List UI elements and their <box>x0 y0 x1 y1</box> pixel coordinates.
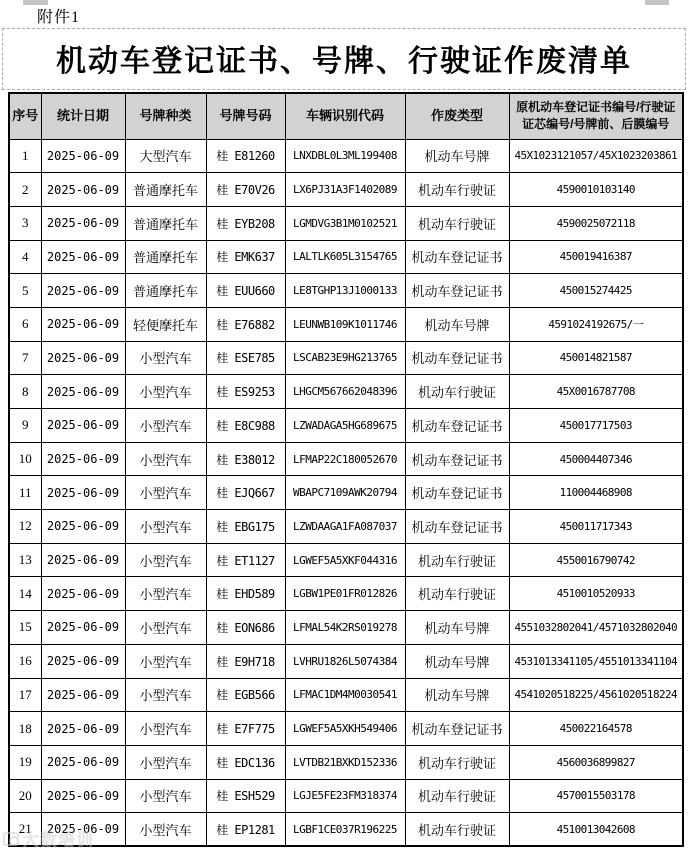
table-row <box>9 712 683 746</box>
table-cell: 桂 EDC136 <box>206 745 285 779</box>
invalidation-list-table <box>8 92 684 847</box>
table-cell: 2025-06-09 <box>41 341 125 375</box>
table-cell: 4590025072118 <box>509 206 683 240</box>
table-cell: LALTLK605L3154765 <box>285 240 405 274</box>
table-cell: 桂 E76882 <box>206 307 285 341</box>
table-row <box>9 476 683 510</box>
table-cell: 2025-06-09 <box>41 409 125 443</box>
table-cell: 机动车登记证书 <box>405 240 509 274</box>
table-cell: 2025-06-09 <box>41 712 125 746</box>
table-cell: 2025-06-09 <box>41 510 125 544</box>
table-cell: 2025-06-09 <box>41 240 125 274</box>
table-cell: LGJE5FE23FM318374 <box>285 779 405 813</box>
table-cell: 桂 EBG175 <box>206 510 285 544</box>
table-cell: 小型汽车 <box>125 813 206 847</box>
table-cell: 8 <box>9 375 41 409</box>
table-cell: 4591024192675/一 <box>509 307 683 341</box>
header-plate-number: 号牌号码 <box>206 93 285 139</box>
table-row <box>9 240 683 274</box>
header-invalidation-type: 作废类型 <box>405 93 509 139</box>
table-cell: 2025-06-09 <box>41 644 125 678</box>
table-cell: 3 <box>9 206 41 240</box>
table-row <box>9 375 683 409</box>
table-cell: 小型汽车 <box>125 375 206 409</box>
table-cell: 机动车行驶证 <box>405 375 509 409</box>
table-cell: WBAPC7109AWK20794 <box>285 476 405 510</box>
table-cell: 小型汽车 <box>125 476 206 510</box>
table-cell: LGBF1CE037R196225 <box>285 813 405 847</box>
table-cell: LGBW1PE01FR012826 <box>285 577 405 611</box>
top-edge-artifact-right <box>645 0 669 5</box>
table-cell: 18 <box>9 712 41 746</box>
table-cell: 桂 EP1281 <box>206 813 285 847</box>
table-cell: 19 <box>9 745 41 779</box>
table-cell: 2025-06-09 <box>41 543 125 577</box>
table-cell: 7 <box>9 341 41 375</box>
table-cell: 450015274425 <box>509 274 683 308</box>
table-cell: 4560036899827 <box>509 745 683 779</box>
table-cell: 机动车行驶证 <box>405 543 509 577</box>
table-cell: 2025-06-09 <box>41 442 125 476</box>
table-cell: 小型汽车 <box>125 577 206 611</box>
table-row <box>9 745 683 779</box>
table-cell: 4570015503178 <box>509 779 683 813</box>
table-cell: 14 <box>9 577 41 611</box>
table-cell: 4 <box>9 240 41 274</box>
table-cell: 小型汽车 <box>125 543 206 577</box>
table-cell: 450017717503 <box>509 409 683 443</box>
table-cell: 45X0016787708 <box>509 375 683 409</box>
table-cell: LFMAP22C180052670 <box>285 442 405 476</box>
table-cell: 4531013341105/4551013341104 <box>509 644 683 678</box>
table-cell: LFMAL54K2RS019278 <box>285 611 405 645</box>
table-cell: 机动车登记证书 <box>405 510 509 544</box>
table-cell: 2 <box>9 173 41 207</box>
header-serial-number: 序号 <box>9 93 41 139</box>
table-cell: 桂 ESH529 <box>206 779 285 813</box>
table-row <box>9 644 683 678</box>
table-cell: 2025-06-09 <box>41 206 125 240</box>
table-cell: LX6PJ31A3F1402089 <box>285 173 405 207</box>
table-cell: 4510013042608 <box>509 813 683 847</box>
table-cell: 小型汽车 <box>125 745 206 779</box>
table-cell: 45X1023121057/45X1023203861 <box>509 139 683 173</box>
table-cell: 2025-06-09 <box>41 274 125 308</box>
table-cell: LHGCM567662048396 <box>285 375 405 409</box>
table-row <box>9 779 683 813</box>
table-cell: LGMDVG3B1M0102521 <box>285 206 405 240</box>
table-row <box>9 409 683 443</box>
table-cell: 桂 EMK637 <box>206 240 285 274</box>
table-row <box>9 577 683 611</box>
table-cell: 桂 ESE785 <box>206 341 285 375</box>
table-cell: 机动车行驶证 <box>405 745 509 779</box>
table-row <box>9 274 683 308</box>
table-cell: 12 <box>9 510 41 544</box>
table-cell: 6 <box>9 307 41 341</box>
header-vin: 车辆识别代码 <box>285 93 405 139</box>
table-cell: 450022164578 <box>509 712 683 746</box>
page-title: 机动车登记证书、号牌、行驶证作废清单 <box>56 45 632 78</box>
table-cell: LNXDBL0L3ML199408 <box>285 139 405 173</box>
table-cell: 机动车登记证书 <box>405 341 509 375</box>
table-cell: 桂 E70V26 <box>206 173 285 207</box>
table-cell: LZWADAGA5HG689675 <box>285 409 405 443</box>
table-cell: 5 <box>9 274 41 308</box>
watermark-logo-icon <box>3 832 19 846</box>
table-cell: 2025-06-09 <box>41 577 125 611</box>
table-cell: 机动车号牌 <box>405 139 509 173</box>
table-cell: 机动车行驶证 <box>405 206 509 240</box>
table-cell: 2025-06-09 <box>41 375 125 409</box>
table-cell: 16 <box>9 644 41 678</box>
table-cell: LFMAC1DM4M0030541 <box>285 678 405 712</box>
table-cell: 4590010103140 <box>509 173 683 207</box>
table-cell: 小型汽车 <box>125 779 206 813</box>
table-cell: LVHRU1826L5074384 <box>285 644 405 678</box>
table-cell: 普通摩托车 <box>125 240 206 274</box>
table-row <box>9 611 683 645</box>
table-row <box>9 139 683 173</box>
table-cell: 机动车登记证书 <box>405 409 509 443</box>
table-cell: 17 <box>9 678 41 712</box>
table-cell: 2025-06-09 <box>41 173 125 207</box>
table-body <box>9 139 683 846</box>
table-cell: 2025-06-09 <box>41 745 125 779</box>
table-cell: 小型汽车 <box>125 341 206 375</box>
table-cell: 桂 E7F775 <box>206 712 285 746</box>
table-cell: 11 <box>9 476 41 510</box>
table-cell: 450019416387 <box>509 240 683 274</box>
table-row <box>9 206 683 240</box>
table-cell: 9 <box>9 409 41 443</box>
table-cell: 大型汽车 <box>125 139 206 173</box>
table-row <box>9 173 683 207</box>
table-cell: 机动车行驶证 <box>405 577 509 611</box>
table-cell: 450011717343 <box>509 510 683 544</box>
table-header <box>9 93 683 139</box>
table-cell: 桂 EGB566 <box>206 678 285 712</box>
table-cell: 450014821587 <box>509 341 683 375</box>
header-plate-type: 号牌种类 <box>125 93 206 139</box>
table-cell: 桂 E38012 <box>206 442 285 476</box>
table-cell: 小型汽车 <box>125 510 206 544</box>
table-row <box>9 678 683 712</box>
table-cell: 普通摩托车 <box>125 206 206 240</box>
table-cell: 21 <box>9 813 41 847</box>
table-cell: 机动车号牌 <box>405 644 509 678</box>
table-cell: 15 <box>9 611 41 645</box>
table-cell: 2025-06-09 <box>41 611 125 645</box>
table-cell: 2025-06-09 <box>41 779 125 813</box>
table-cell: 机动车行驶证 <box>405 779 509 813</box>
table-cell: LE8TGHP13J1000133 <box>285 274 405 308</box>
table-cell: 450004407346 <box>509 442 683 476</box>
table-cell: 10 <box>9 442 41 476</box>
table-cell: 2025-06-09 <box>41 139 125 173</box>
table-cell: 1 <box>9 139 41 173</box>
table-cell: 机动车号牌 <box>405 611 509 645</box>
table-cell: LZWDAAGA1FA087037 <box>285 510 405 544</box>
table-cell: 小型汽车 <box>125 678 206 712</box>
table-cell: 机动车登记证书 <box>405 442 509 476</box>
table-cell: 机动车行驶证 <box>405 813 509 847</box>
attachment-label: 附件1 <box>37 9 81 26</box>
table-cell: 2025-06-09 <box>41 476 125 510</box>
table-cell: 机动车登记证书 <box>405 476 509 510</box>
table-cell: 桂 ES9253 <box>206 375 285 409</box>
table-cell: 4551032802041/4571032802040 <box>509 611 683 645</box>
header-statistic-date: 统计日期 <box>41 93 125 139</box>
table-cell: 桂 EHD589 <box>206 577 285 611</box>
table-cell: 桂 E9H718 <box>206 644 285 678</box>
table-cell: 4510010520933 <box>509 577 683 611</box>
table-row <box>9 813 683 847</box>
table-cell: LGWEF5A5XKF044316 <box>285 543 405 577</box>
header-certificate-number: 原机动车登记证书编号/行驶证证芯编号/号牌前、后膜编号 <box>509 93 683 139</box>
table-cell: 2025-06-09 <box>41 813 125 847</box>
table-row <box>9 442 683 476</box>
table-row <box>9 307 683 341</box>
table-cell: 20 <box>9 779 41 813</box>
table-cell: 4541020518225/4561020518224 <box>509 678 683 712</box>
table-cell: 机动车登记证书 <box>405 274 509 308</box>
table-cell: 13 <box>9 543 41 577</box>
table-cell: 桂 E8C988 <box>206 409 285 443</box>
table-row <box>9 543 683 577</box>
table-cell: 小型汽车 <box>125 712 206 746</box>
table-cell: 2025-06-09 <box>41 307 125 341</box>
table-cell: 轻便摩托车 <box>125 307 206 341</box>
table-cell: 4550016790742 <box>509 543 683 577</box>
table-cell: 桂 E81260 <box>206 139 285 173</box>
table-cell: 机动车行驶证 <box>405 173 509 207</box>
table-cell: LVTDB21BXKD152336 <box>285 745 405 779</box>
table-cell: 机动车登记证书 <box>405 712 509 746</box>
table-cell: 桂 EON686 <box>206 611 285 645</box>
table-cell: 小型汽车 <box>125 611 206 645</box>
table-cell: 小型汽车 <box>125 409 206 443</box>
table-cell: LSCAB23E9HG213765 <box>285 341 405 375</box>
table-cell: 普通摩托车 <box>125 274 206 308</box>
watermark-text: 大数培训 <box>22 831 94 850</box>
table-cell: 桂 ET1127 <box>206 543 285 577</box>
table-cell: 小型汽车 <box>125 442 206 476</box>
table-cell: 普通摩托车 <box>125 173 206 207</box>
watermark <box>3 826 94 850</box>
table-cell: 机动车号牌 <box>405 678 509 712</box>
table-cell: LGWEF5A5XKH549406 <box>285 712 405 746</box>
table-row <box>9 510 683 544</box>
table-cell: 桂 EUU660 <box>206 274 285 308</box>
table-cell: 小型汽车 <box>125 644 206 678</box>
table-cell: 桂 EJQ667 <box>206 476 285 510</box>
table-row <box>9 341 683 375</box>
table-cell: 桂 EYB208 <box>206 206 285 240</box>
table-cell: LEUNWB109K1011746 <box>285 307 405 341</box>
table-cell: 2025-06-09 <box>41 678 125 712</box>
table-cell: 110004468908 <box>509 476 683 510</box>
table-cell: 机动车号牌 <box>405 307 509 341</box>
